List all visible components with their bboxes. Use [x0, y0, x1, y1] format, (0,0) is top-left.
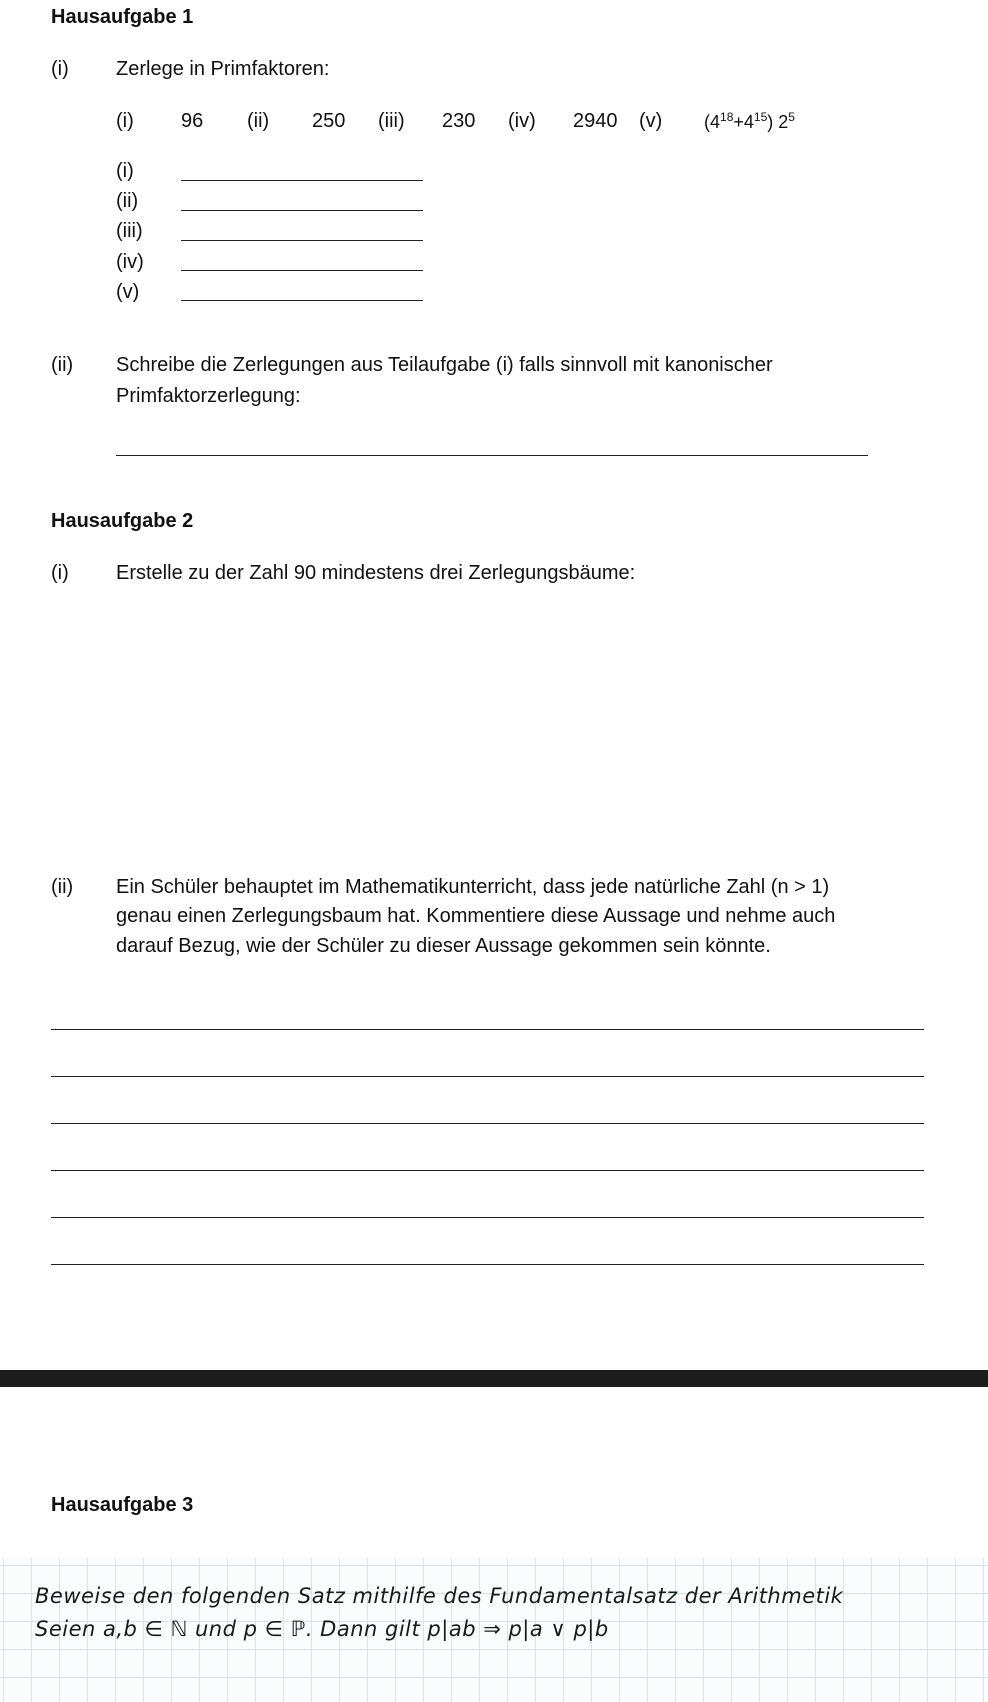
answer-label-ii: (ii) [116, 190, 139, 212]
item-value-i: 96 [181, 110, 204, 132]
hw3-title: Hausaufgabe 3 [51, 1494, 194, 1516]
item-value-ii: 250 [312, 110, 346, 132]
item-label-i: (i) [116, 110, 134, 132]
hw2-answer-line-1[interactable] [51, 1029, 924, 1030]
hw1-title: Hausaufgabe 1 [51, 6, 194, 28]
hw1-part-ii-label: (ii) [51, 354, 74, 376]
item-value-iii: 230 [442, 110, 476, 132]
answer-label-iv: (iv) [116, 251, 144, 273]
hw2-part-i-label: (i) [51, 562, 69, 584]
hw2-answer-line-4[interactable] [51, 1170, 924, 1171]
answer-line-ii[interactable] [181, 210, 423, 211]
answer-label-i: (i) [116, 160, 134, 182]
item-value-v-expression: $(4^{18}+4^{15})$ $2^5$ [704, 110, 795, 132]
item-label-ii: (ii) [247, 110, 270, 132]
handwriting-line-2: Seien a,b ∈ ℕ und p ∈ ℙ. Dann gilt p|ab ⇒ p|a ∨ p|b [35, 1617, 609, 1641]
answer-label-v: (v) [116, 281, 140, 303]
hw2-answer-line-3[interactable] [51, 1123, 924, 1124]
answer-line-iv[interactable] [181, 270, 423, 271]
item-value-iv: 2940 [573, 110, 618, 132]
hw1-part-ii-line1: Schreibe die Zerlegungen aus Teilaufgabe (i) falls sinnvoll mit kanonischer [116, 354, 773, 376]
item-label-iv: (iv) [508, 110, 536, 132]
hw2-part-i-text: Erstelle zu der Zahl 90 mindestens drei Zerlegungsbäume: [116, 562, 636, 584]
hw1-part-i-text: Zerlege in Primfaktoren: [116, 58, 330, 80]
answer-label-iii: (iii) [116, 220, 143, 242]
item-label-iii: (iii) [378, 110, 405, 132]
answer-line-iii[interactable] [181, 240, 423, 241]
handwriting-line-1: Beweise den folgenden Satz mithilfe des Fundamentalsatz der Arithmetik [35, 1584, 844, 1608]
hw1-part-ii-line2: Primfaktorzerlegung: [116, 385, 301, 407]
hw2-title: Hausaufgabe 2 [51, 510, 194, 532]
hw2-part-ii-line2: genau einen Zerlegungsbaum hat. Kommentiere diese Aussage und nehme auch [116, 905, 836, 927]
answer-line-v[interactable] [181, 300, 423, 301]
hw2-part-ii-line1: Ein Schüler behauptet im Mathematikunterricht, dass jede natürliche Zahl (n > 1) [116, 876, 830, 898]
item-label-v: (v) [639, 110, 663, 132]
hw2-answer-line-5[interactable] [51, 1217, 924, 1218]
page-separator-bar [0, 1370, 988, 1387]
hw2-answer-line-2[interactable] [51, 1076, 924, 1077]
answer-line-i[interactable] [181, 180, 423, 181]
hw2-answer-line-6[interactable] [51, 1264, 924, 1265]
hw1-part-ii-answer-line[interactable] [116, 455, 868, 456]
hw2-part-ii-label: (ii) [51, 876, 74, 898]
hw1-part-i-label: (i) [51, 58, 69, 80]
hw2-part-ii-line3: darauf Bezug, wie der Schüler zu dieser Aussage gekommen sein könnte. [116, 935, 771, 957]
